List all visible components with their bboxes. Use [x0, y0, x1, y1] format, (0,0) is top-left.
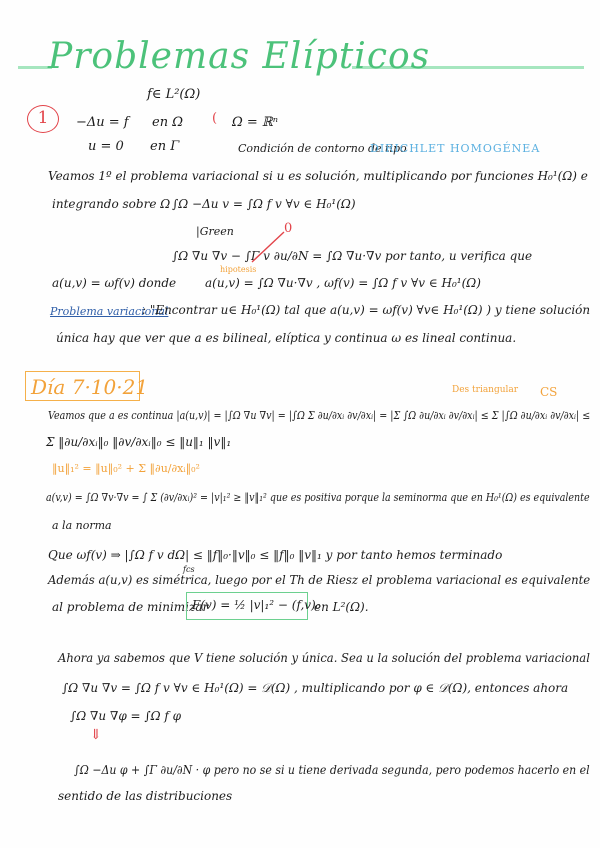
day-line-8a: al problema de minimizar [52, 600, 209, 614]
text-line-5: : "Encontrar u∈ H₀¹(Ω) tal que a(u,v) = ωf(v) ∀v∈ H₀¹(Ω) ) y tiene solución [142, 303, 591, 317]
text-line-2b: ∫Ω −Δu v = ∫Ω f v ∀v ∈ H₀¹(Ω) [172, 197, 356, 211]
day-line-5: a la norma [52, 519, 112, 532]
boundary-note: Condición de contorno de tipo [238, 142, 407, 155]
down-arrow: ⇓ [90, 727, 102, 743]
date-label: Día 7·10·21 [31, 375, 149, 399]
zero-mark: 0 [284, 221, 293, 236]
cs-note: CS [540, 385, 558, 399]
variational-problem-label: Problema variacional [50, 305, 169, 318]
day-line-8c: en L²(Ω). [314, 600, 369, 614]
day-line-6: Que ωf(v) ⇒ |∫Ω f v dΩ| ≤ ‖f‖₀·‖v‖₀ ≤ ‖f‖₀ ‖v‖₁ y por tanto hemos terminado [48, 548, 503, 562]
triangular-note: Des triangular [452, 385, 519, 395]
hipotesis-note: hipotesis [220, 265, 257, 274]
equation-laplace: −Δu = f [76, 115, 129, 130]
domain-in-omega: en Ω [152, 115, 183, 130]
day-line-1: Veamos que a es continua |a(u,v)| = |∫Ω ∇u ∇v| = |∫Ω Σ ∂u/∂xᵢ ∂v/∂xᵢ| = |Σ ∫Ω ∂u/∂xᵢ ∂v/∂xᵢ| ≤ Σ |∫Ω ∂u/∂xᵢ ∂v/∂xᵢ| ≤ [48, 409, 591, 422]
problem-number: 1 [27, 105, 59, 133]
final-line-4: ∫Ω −Δu φ + ∫Γ ∂u/∂N · φ pero no se si u tiene derivada segunda, pero podemos hacerlo en el [74, 763, 590, 777]
strike-arrow [250, 226, 290, 266]
day-line-8b: F(v) = ½ |v|₁² − (f,v)₀ [192, 598, 321, 612]
title-underline-left [18, 66, 52, 69]
red-mark: ( [212, 111, 218, 126]
green-note: |Green [196, 225, 234, 238]
final-line-2: ∫Ω ∇u ∇v = ∫Ω f v ∀v ∈ H₀¹(Ω) = 𝒟(Ω) , multiplicando por φ ∈ 𝒟(Ω), entonces ahora [62, 681, 569, 695]
page-title: Problemas Elípticos [48, 36, 431, 77]
text-line-4a: a(u,v) = ωf(v) donde [52, 276, 177, 290]
day-line-7: Además a(u,v) es simétrica, luego por el Th de Riesz el problema variacional es equivalente [48, 573, 591, 587]
final-line-1: Ahora ya sabemos que V tiene solución y única. Sea u la solución del problema variacional [58, 651, 590, 665]
final-line-3: ∫Ω ∇u ∇φ = ∫Ω f φ [70, 709, 182, 723]
equation-boundary: u = 0 [88, 139, 124, 154]
final-line-5: sentido de las distribuciones [58, 789, 233, 803]
dirichlet-label: DIRICHLET HOMOGÉNEA [370, 142, 541, 155]
text-line-1: Veamos 1º el problema variacional si u es solución, multiplicando por funciones H₀¹(Ω) e [48, 169, 588, 183]
day-line-2: Σ ‖∂u/∂xᵢ‖₀ ‖∂v/∂xᵢ‖₀ ≤ ‖u‖₁ ‖v‖₁ [46, 435, 232, 449]
day-line-3: ‖u‖₁² = ‖u‖₀² + Σ ‖∂u/∂xᵢ‖₀² [52, 462, 200, 475]
text-line-6: única hay que ver que a es bilineal, elíptica y continua ω es lineal continua. [56, 331, 517, 345]
domain-in-gamma: en Γ [150, 139, 180, 154]
text-line-4b: a(u,v) = ∫Ω ∇u·∇v , ωf(v) = ∫Ω f v ∀v ∈ H₀¹(Ω) [205, 276, 481, 290]
text-line-2a: integrando sobre Ω [52, 197, 171, 211]
day-line-4: a(v,v) = ∫Ω ∇v·∇v = ∫ Σ (∂v/∂xᵢ)² = |v|₁² ≥ ‖v‖₁² que es positiva porque la seminorma que en H₀¹(Ω) es equivalente [46, 491, 590, 504]
fcs-note: fcs [183, 565, 195, 574]
f-in-l2: f∈ L²(Ω) [147, 87, 201, 102]
text-line-3: ∫Ω ∇u ∇v − ∫Γ v ∂u/∂N = ∫Ω ∇u·∇v por tanto, u verifica que [172, 249, 533, 263]
omega-space: Ω = ℝⁿ [232, 115, 279, 130]
